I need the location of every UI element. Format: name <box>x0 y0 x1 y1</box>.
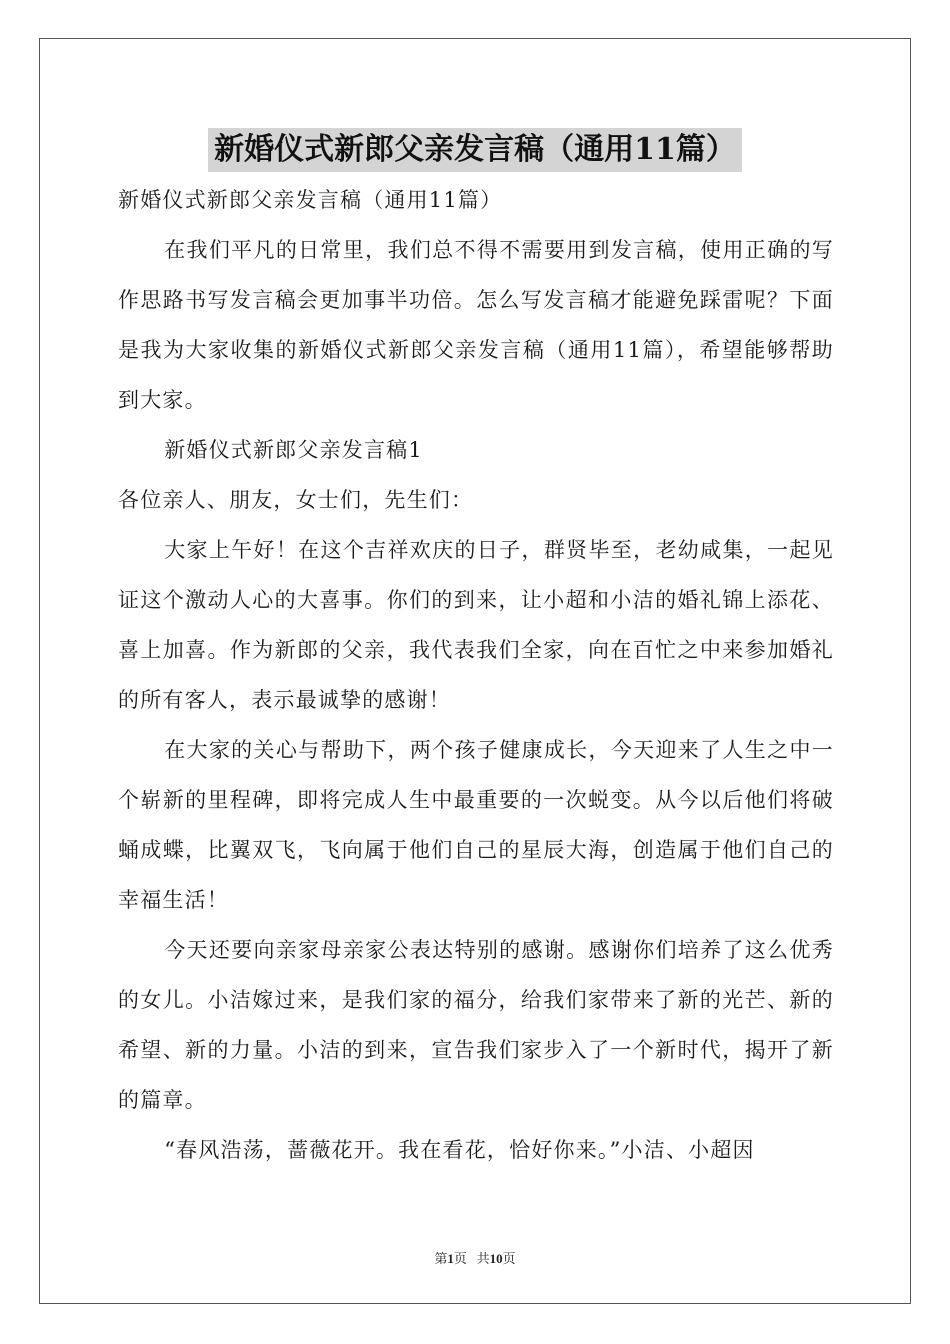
footer-total-suffix: 页 <box>502 1251 516 1266</box>
intro-paragraph: 在我们平凡的日常里，我们总不得不需要用到发言稿，使用正确的写作思路书写发言稿会更加事半功倍。怎么写发言稿才能避免踩雷呢？下面是我为大家收集的新婚仪式新郎父亲发言稿（通用11篇），希望能够帮助到大家。 <box>118 238 834 412</box>
body-paragraph: 今天还要向亲家母亲家公表达特别的感谢。感谢你们培养了这么优秀的女儿。小洁嫁过来，是我们家的福分，给我们家带来了新的光芒、新的希望、新的力量。小洁的到来，宣告我们家步入了一个新时代，揭开了新的篇章。 <box>118 938 834 1112</box>
footer-page-suffix: 页 <box>453 1251 467 1266</box>
section-heading: 新婚仪式新郎父亲发言稿1 <box>164 438 423 462</box>
salutation: 各位亲人、朋友，女士们，先生们： <box>118 488 474 512</box>
document-body <box>118 175 834 1175</box>
subtitle-line: 新婚仪式新郎父亲发言稿（通用11篇） <box>118 188 503 212</box>
footer-total-prefix: 共 <box>476 1251 490 1266</box>
footer-total-pages: 10 <box>489 1251 503 1266</box>
document-title: 新婚仪式新郎父亲发言稿（通用11篇） <box>208 128 742 172</box>
footer-page-number: 1 <box>447 1251 454 1266</box>
title-container <box>0 128 950 172</box>
body-paragraph: 大家上午好！在这个吉祥欢庆的日子，群贤毕至，老幼咸集，一起见证这个激动人心的大喜事。你们的到来，让小超和小洁的婚礼锦上添花、喜上加喜。作为新郎的父亲，我代表我们全家，向在百忙之中来参加婚礼的所有客人，表示最诚挚的感谢！ <box>118 538 834 712</box>
body-paragraph: 在大家的关心与帮助下，两个孩子健康成长，今天迎来了人生之中一个崭新的里程碑，即将完成人生中最重要的一次蜕变。从今以后他们将破蛹成蝶，比翼双飞，飞向属于他们自己的星辰大海，创造属于他们自己的幸福生活！ <box>118 738 834 912</box>
page-footer <box>0 1248 950 1267</box>
footer-prefix: 第 <box>434 1251 448 1266</box>
body-paragraph: “春风浩荡，蔷薇花开。我在看花，恰好你来。”小洁、小超因 <box>164 1138 755 1162</box>
